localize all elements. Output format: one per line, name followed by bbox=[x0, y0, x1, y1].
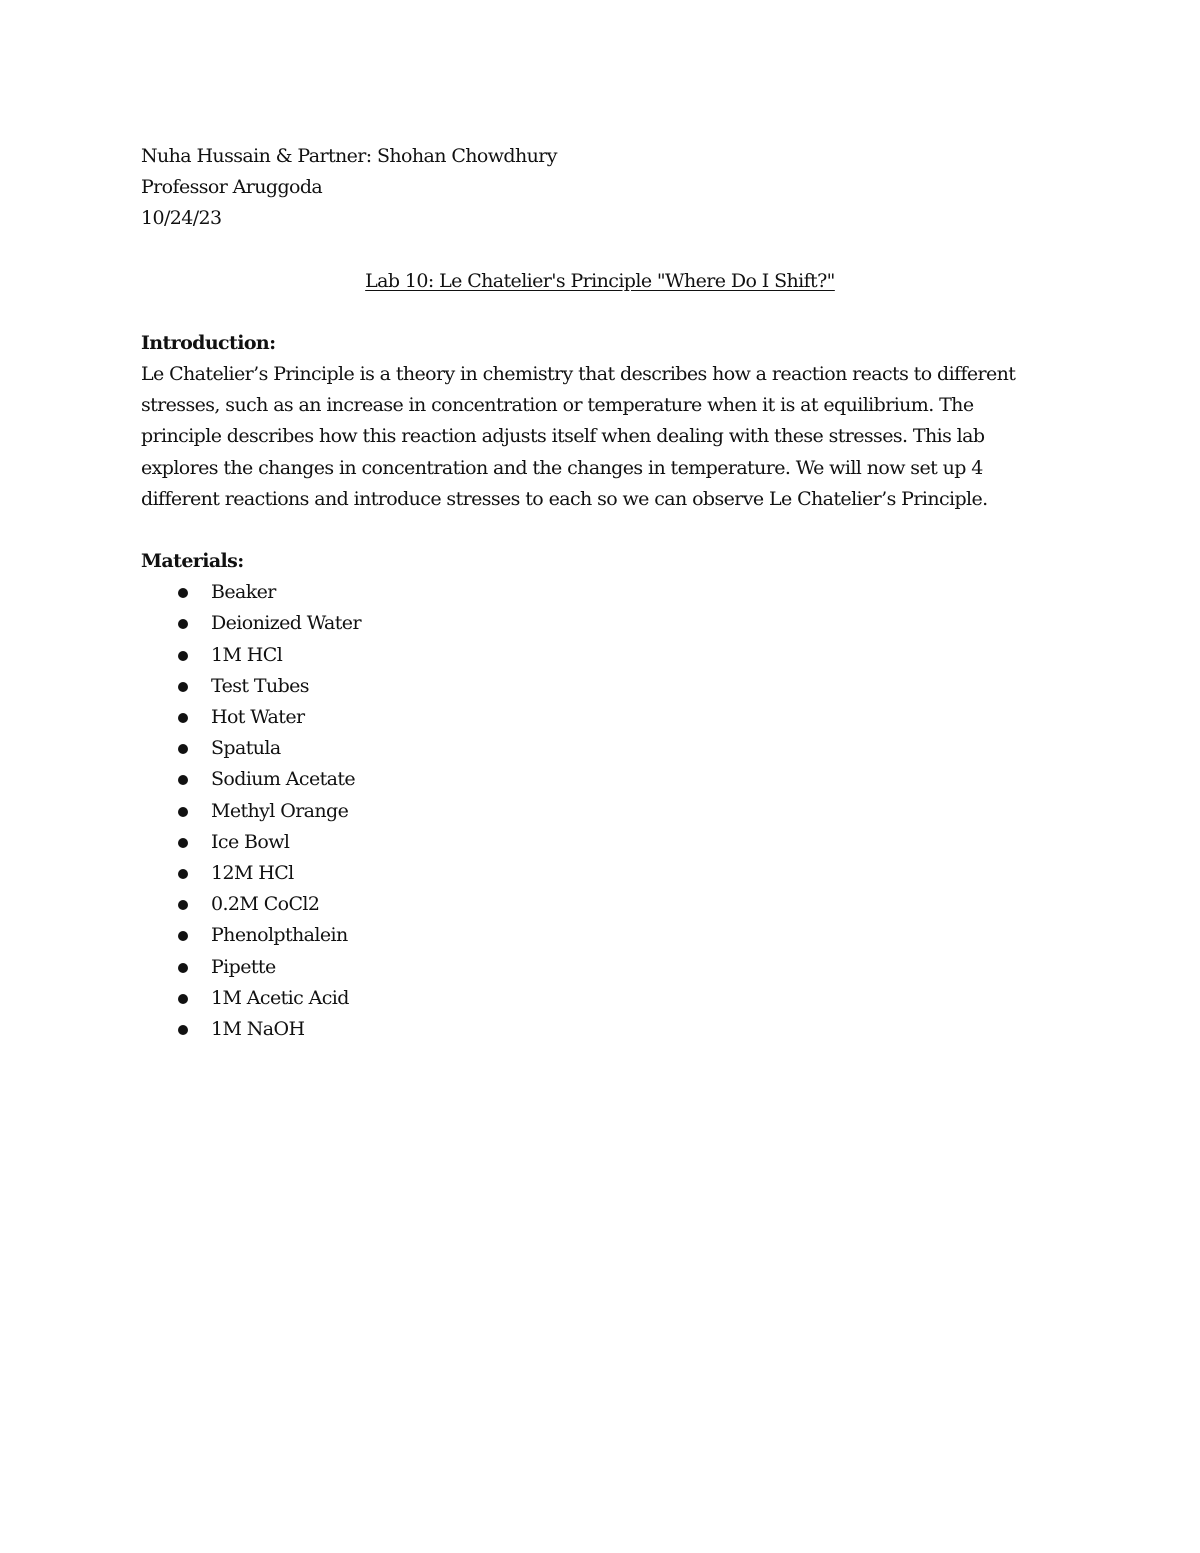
bullet-icon bbox=[178, 588, 188, 598]
materials-item-label: 12M HCl bbox=[211, 862, 294, 885]
bullet-icon bbox=[178, 994, 188, 1004]
introduction-heading: Introduction: bbox=[141, 331, 276, 354]
title-container bbox=[141, 266, 1059, 297]
materials-item-label: Ice Bowl bbox=[211, 830, 290, 853]
introduction-line: Le Chatelier’s Principle is a theory in chemistry that describes how a reaction reacts to different bbox=[141, 363, 1016, 386]
bullet-icon bbox=[178, 775, 188, 785]
bullet-icon bbox=[178, 713, 188, 723]
bullet-icon bbox=[178, 900, 188, 910]
document-body bbox=[141, 141, 1061, 1045]
bullet-icon bbox=[178, 682, 188, 692]
materials-item-label: Spatula bbox=[211, 737, 281, 760]
materials-item bbox=[141, 764, 1061, 795]
materials-item-label: 1M NaOH bbox=[211, 1018, 305, 1041]
materials-item-label: Pipette bbox=[211, 955, 276, 978]
bullet-icon bbox=[178, 838, 188, 848]
materials-heading: Materials: bbox=[141, 550, 244, 573]
materials-item bbox=[141, 702, 1061, 733]
materials-item bbox=[141, 608, 1061, 639]
bullet-icon bbox=[178, 869, 188, 879]
materials-item-label: Sodium Acetate bbox=[211, 768, 356, 791]
author-line: Nuha Hussain & Partner: Shohan Chowdhury bbox=[141, 145, 557, 167]
bullet-icon bbox=[178, 744, 188, 754]
materials-item bbox=[141, 827, 1061, 858]
materials-item-label: Phenolpthalein bbox=[211, 924, 348, 947]
materials-item bbox=[141, 733, 1061, 764]
introduction-line: principle describes how this reaction adjusts itself when dealing with these stresses. This lab bbox=[141, 425, 985, 448]
materials-item bbox=[141, 796, 1061, 827]
materials-item-label: Test Tubes bbox=[211, 674, 309, 697]
date-line: 10/24/23 bbox=[141, 207, 222, 230]
materials-item-label: 1M Acetic Acid bbox=[211, 986, 349, 1009]
bullet-icon bbox=[178, 931, 188, 941]
document-title: Lab 10: Le Chatelier's Principle "Where Do I Shift?" bbox=[365, 269, 835, 292]
materials-item bbox=[141, 920, 1061, 951]
introduction-line: explores the changes in concentration and the changes in temperature. We will now set up 4 bbox=[141, 456, 983, 479]
materials-item-label: Hot Water bbox=[211, 706, 305, 729]
materials-item bbox=[141, 952, 1061, 983]
materials-item bbox=[141, 577, 1061, 608]
introduction-line: stresses, such as an increase in concentration or temperature when it is at equilibrium. The bbox=[141, 394, 974, 417]
materials-item-label: Beaker bbox=[211, 581, 276, 604]
materials-item bbox=[141, 1014, 1061, 1045]
bullet-icon bbox=[178, 619, 188, 629]
bullet-icon bbox=[178, 1025, 188, 1035]
materials-item bbox=[141, 858, 1061, 889]
bullet-icon bbox=[178, 651, 188, 661]
professor-line: Professor Aruggoda bbox=[141, 176, 323, 199]
materials-item bbox=[141, 671, 1061, 702]
materials-item-label: 0.2M CoCl2 bbox=[211, 893, 320, 916]
materials-item bbox=[141, 889, 1061, 920]
materials-list bbox=[141, 577, 1061, 1045]
materials-item bbox=[141, 983, 1061, 1014]
materials-item-label: Methyl Orange bbox=[211, 799, 349, 822]
bullet-icon bbox=[178, 963, 188, 973]
introduction-paragraph bbox=[141, 359, 1059, 515]
materials-item-label: 1M HCl bbox=[211, 643, 283, 666]
introduction-line: different reactions and introduce stresses to each so we can observe Le Chatelier’s Principle. bbox=[141, 487, 988, 510]
materials-item-label: Deionized Water bbox=[211, 612, 361, 635]
materials-item bbox=[141, 640, 1061, 671]
bullet-icon bbox=[178, 807, 188, 817]
